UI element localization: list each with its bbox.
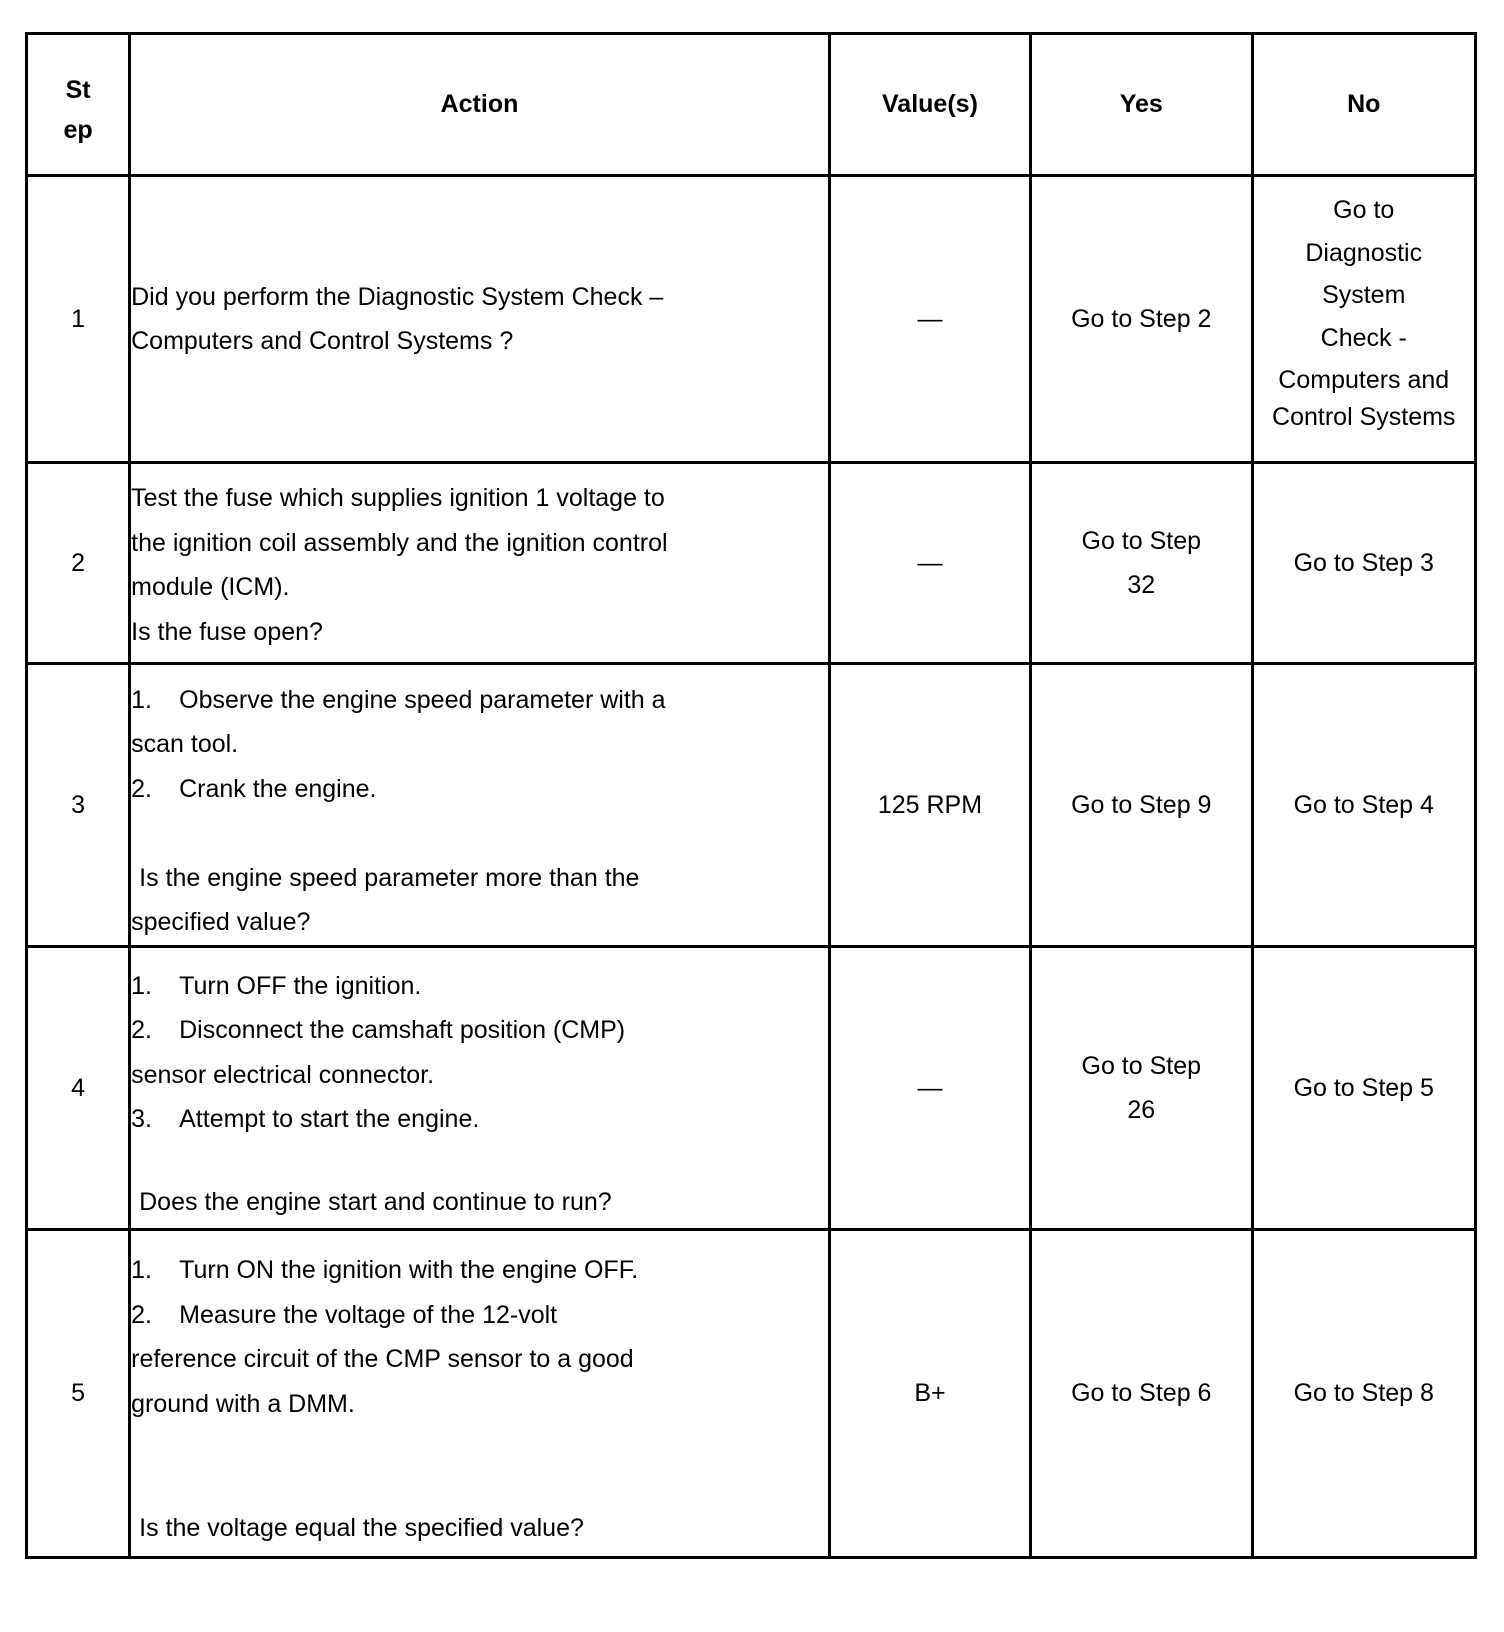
action-cell (130, 1230, 830, 1558)
step-number: 4 (27, 947, 130, 1230)
yes-line: 32 (1127, 571, 1156, 599)
action-cell (130, 463, 830, 664)
item-number: 1. (131, 1256, 152, 1285)
table-row (27, 947, 1476, 1230)
action-line: Did you perform the Diagnostic System Check – (131, 282, 664, 311)
action-item (131, 1053, 828, 1098)
step-number: 2 (27, 463, 130, 664)
yes-link: Go to Step 9 (1071, 790, 1212, 819)
diagnostic-table (25, 32, 1477, 1559)
action-line: the ignition coil assembly and the ignition control (131, 528, 668, 557)
item-number: 1. (131, 685, 152, 714)
action-item (131, 722, 828, 767)
item-text: scan tool. (131, 730, 239, 758)
item-text: Crank the engine. (179, 774, 377, 803)
action-line: Test the fuse which supplies ignition 1 voltage to (131, 484, 665, 512)
yes-cell (1031, 664, 1252, 947)
no-cell (1252, 176, 1476, 463)
item-text: Measure the voltage of the 12-volt (179, 1300, 558, 1329)
action-item (131, 1008, 828, 1053)
no-cell (1252, 463, 1476, 664)
yes-cell (1031, 463, 1252, 664)
no-cell (1252, 947, 1476, 1230)
item-number: 2. (131, 1016, 152, 1045)
item-text: reference circuit of the CMP sensor to a good (131, 1345, 634, 1374)
step-number: 1 (27, 176, 130, 463)
no-link: Go to Step 5 (1293, 1073, 1434, 1102)
item-text: sensor electrical connector. (131, 1060, 435, 1089)
action-item (131, 1248, 828, 1293)
yes-cell (1031, 947, 1252, 1230)
item-text: Turn ON the ignition with the engine OFF. (179, 1256, 639, 1285)
yes-line: Go to Step (1081, 1051, 1202, 1080)
item-text: Attempt to start the engine. (179, 1105, 480, 1134)
table-row (27, 664, 1476, 947)
table-row (27, 463, 1476, 664)
action-item (131, 1337, 828, 1382)
header-values: Value(s) (829, 34, 1030, 176)
header-yes: Yes (1031, 34, 1252, 176)
step-number: 3 (27, 664, 130, 947)
no-link: Go to Step 3 (1293, 548, 1434, 577)
question-line: specified value? (131, 908, 311, 936)
no-line: Go to (1333, 196, 1395, 224)
no-cell (1252, 1230, 1476, 1558)
table-row (27, 1230, 1476, 1558)
action-item (131, 1382, 828, 1427)
action-item (131, 678, 828, 723)
question-line: Is the engine speed parameter more than the (139, 863, 640, 892)
action-item (131, 964, 828, 1009)
item-number: 2. (131, 1300, 152, 1329)
action-line: Is the fuse open? (131, 617, 323, 646)
no-line: System (1322, 281, 1406, 309)
header-step-line-1: St (65, 75, 91, 104)
no-cell (1252, 664, 1476, 947)
header-action: Action (130, 34, 830, 176)
action-item (131, 1097, 828, 1142)
header-step-line-2: ep (63, 115, 93, 144)
action-cell (130, 947, 830, 1230)
yes-link: Go to Step 6 (1071, 1379, 1212, 1408)
no-line: Control Systems (1272, 402, 1456, 431)
item-number: 2. (131, 774, 152, 803)
item-text: Observe the engine speed parameter with a (179, 685, 666, 714)
item-number: 3. (131, 1105, 152, 1134)
item-text: Disconnect the camshaft position (CMP) (179, 1016, 626, 1045)
yes-link: Go to Step 2 (1071, 304, 1212, 333)
no-line: Computers and (1278, 366, 1450, 394)
action-item (131, 1293, 828, 1338)
yes-cell (1031, 176, 1252, 463)
item-number: 1. (131, 971, 152, 1000)
value-cell: — (829, 947, 1030, 1230)
table-row (27, 176, 1476, 463)
yes-line: 26 (1127, 1096, 1156, 1124)
value-cell: — (829, 463, 1030, 664)
action-cell (130, 176, 830, 463)
action-line: Computers and Control Systems ? (131, 327, 514, 355)
question-line: Does the engine start and continue to run? (139, 1187, 612, 1216)
no-line: Check - (1320, 323, 1407, 352)
action-line: module (ICM). (131, 573, 290, 601)
action-item (131, 767, 828, 812)
item-text: Turn OFF the ignition. (179, 971, 422, 1000)
value-cell: B+ (829, 1230, 1030, 1558)
header-no: No (1252, 34, 1476, 176)
yes-cell (1031, 1230, 1252, 1558)
yes-line: Go to Step (1081, 526, 1202, 555)
header-row (27, 34, 1476, 176)
step-number: 5 (27, 1230, 130, 1558)
value-cell: 125 RPM (829, 664, 1030, 947)
question-line: Is the voltage equal the specified value? (139, 1514, 584, 1543)
value-cell: — (829, 176, 1030, 463)
item-text: ground with a DMM. (131, 1389, 355, 1418)
no-link: Go to Step 4 (1293, 790, 1434, 819)
no-line: Diagnostic (1305, 238, 1423, 267)
no-link: Go to Step 8 (1293, 1379, 1434, 1408)
header-step (27, 34, 130, 176)
action-cell (130, 664, 830, 947)
